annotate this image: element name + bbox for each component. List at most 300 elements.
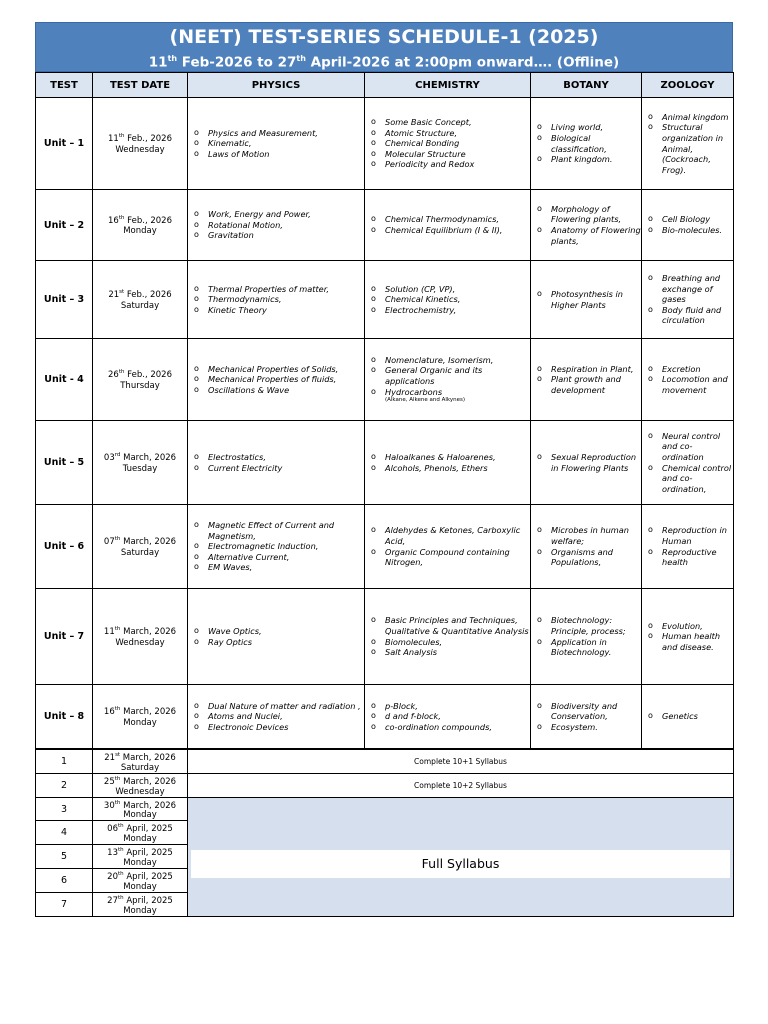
topic-text: Magnetic Effect of Current and Magnetism, — [208, 520, 335, 541]
full-test-row — [36, 797, 734, 821]
topic-item — [648, 621, 733, 632]
date-month-year: March, 2026 — [120, 536, 177, 547]
date-month-year: March, 2026 — [120, 752, 176, 763]
topic-item — [194, 711, 364, 722]
chemistry-topics — [365, 261, 531, 339]
syllabus-11: Complete 10+1 Syllabus — [188, 750, 734, 774]
topic-text: Living world, — [551, 122, 604, 133]
topic-item — [371, 117, 530, 128]
topic-item — [648, 463, 733, 495]
topic-text: Atomic Structure, — [385, 127, 458, 138]
topic-text: Biological classification, — [551, 132, 607, 154]
date-suffix: th — [118, 847, 124, 854]
schedule-sheet — [35, 22, 733, 917]
unit-date — [93, 261, 188, 339]
topic-text: Locomotion and movement — [662, 374, 728, 395]
full-test-date — [93, 869, 188, 893]
topic-item — [537, 364, 641, 375]
date-month-year: March, 2026 — [120, 776, 177, 787]
chemistry-topics — [365, 685, 531, 749]
topic-item — [648, 631, 733, 652]
topic-item — [194, 138, 364, 149]
date-weekday: Monday — [123, 717, 157, 728]
full-test-number: 3 — [36, 797, 93, 821]
topic-text: Ray Optics — [208, 636, 253, 647]
topic-item — [537, 133, 641, 154]
topic-text: Chemical control and co-ordination, — [662, 462, 732, 494]
date-month-year: March, 2026 — [120, 800, 177, 811]
topic-text: Human health and disease. — [662, 631, 721, 652]
date-suffix: th — [114, 775, 121, 782]
topic-item — [371, 149, 530, 160]
topic-text: Electrostatics, — [208, 451, 266, 462]
zoology-topics — [642, 98, 734, 190]
date-day: 03 — [103, 452, 115, 463]
topic-item — [194, 541, 364, 552]
unit-date — [93, 505, 188, 589]
date-month-year: April, 2025 — [123, 848, 173, 859]
date-suffix: rd — [114, 452, 121, 459]
topic-text: Nomenclature, Isomerism, — [385, 354, 494, 365]
full-test-table — [35, 749, 734, 917]
topic-text: Kinematic, — [208, 138, 252, 149]
botany-topics — [531, 505, 642, 589]
topic-item — [194, 722, 364, 733]
date-month-year: April, 2025 — [123, 895, 173, 906]
topic-text: Biomolecules, — [385, 636, 443, 647]
topic-text: Basic Principles and Techniques, Qualitative & Quantitative Analysis — [385, 615, 529, 636]
topic-text: Thermal Properties of matter, — [208, 283, 329, 294]
topic-text: Solution (CP, VP), — [385, 283, 456, 294]
col-test: TEST — [36, 73, 93, 98]
topic-text: Chemical Equilibrium (I & II), — [385, 225, 503, 235]
topic-item — [371, 722, 530, 733]
date-month-year: March, 2026 — [120, 706, 177, 717]
topic-item — [537, 289, 641, 310]
topic-text: Dual Nature of matter and radiation , — [208, 700, 361, 711]
date-month-year: March, 2026 — [120, 626, 177, 637]
topic-item — [371, 294, 530, 305]
topic-item — [371, 284, 530, 295]
unit-label: Unit – 7 — [36, 589, 93, 685]
topic-text: Thermodynamics, — [208, 294, 282, 305]
unit-label: Unit – 8 — [36, 685, 93, 749]
topic-text: Chemical Thermodynamics, — [385, 214, 500, 225]
topic-text: Rotational Motion, — [208, 219, 283, 230]
topic-item — [648, 214, 733, 225]
topic-text: Sexual Reproduction in Flowering Plants — [551, 451, 637, 473]
topic-item — [371, 711, 530, 722]
date-suffix: th — [118, 894, 124, 901]
topic-text: Electromagnetic Induction, — [208, 541, 319, 552]
date-suffix: th — [118, 133, 125, 140]
topic-text: Reproduction in Human — [662, 525, 727, 546]
full-test-date — [93, 845, 188, 869]
physics-topics — [188, 339, 365, 421]
date-weekday: Monday — [123, 881, 157, 892]
topic-text: Structural organization in Animal, (Cockroach, Frog). — [662, 122, 724, 175]
topic-text: Alcohols, Phenols, Ethers — [385, 462, 488, 473]
topic-item — [371, 637, 530, 648]
date-month-year: March, 2026 — [120, 452, 177, 463]
topic-item — [648, 225, 733, 236]
full-test-row — [36, 773, 734, 797]
unit-row — [36, 190, 734, 261]
full-test-date — [93, 892, 188, 916]
full-test-number: 1 — [36, 750, 93, 774]
topic-text: Morphology of Flowering plants, — [551, 203, 622, 225]
topic-item — [648, 364, 733, 375]
topic-text: Plant kingdom. — [551, 154, 613, 165]
topic-text: Genetics — [662, 711, 698, 722]
full-test-date — [93, 821, 188, 845]
topic-item — [648, 525, 733, 546]
topic-text: p-Block, — [385, 700, 418, 711]
topic-item — [371, 138, 530, 149]
date-day: 16 — [108, 215, 119, 226]
topic-text: Photosynthesis in Higher Plants — [551, 288, 623, 310]
topic-text: Biotechnology: Principle, process; — [551, 615, 626, 636]
topic-item — [371, 305, 530, 316]
topic-item — [371, 463, 530, 474]
date-weekday: Wednesday — [115, 144, 165, 155]
topic-item — [194, 305, 364, 316]
botany-topics — [531, 261, 642, 339]
topic-item — [371, 159, 530, 170]
topic-item — [371, 452, 530, 463]
date-day: 21 — [108, 289, 120, 300]
full-test-number: 7 — [36, 892, 93, 916]
date-weekday: Monday — [123, 834, 157, 845]
topic-text: Atoms and Nuclei, — [208, 711, 283, 722]
date-day: 06 — [107, 824, 118, 835]
topic-text: d and f-block, — [385, 711, 441, 722]
col-chemistry: CHEMISTRY — [365, 73, 531, 98]
topic-note: (Alkane, Alkene and Alkynes) — [385, 397, 466, 404]
topic-text: Mechanical Properties of Solids, — [208, 363, 339, 374]
topic-item — [194, 294, 364, 305]
topic-item — [194, 385, 364, 396]
topic-item — [194, 364, 364, 375]
unit-date — [93, 421, 188, 505]
topic-text: Body fluid and circulation — [662, 304, 722, 326]
date-weekday: Monday — [123, 858, 157, 869]
topic-item — [371, 387, 530, 405]
unit-label: Unit – 1 — [36, 98, 93, 190]
date-suffix: th — [118, 369, 125, 376]
zoology-topics — [642, 505, 734, 589]
physics-topics — [188, 190, 365, 261]
column-header-row — [36, 73, 734, 98]
physics-topics — [188, 685, 365, 749]
topic-text: EM Waves, — [208, 562, 253, 573]
topic-text: Excretion — [662, 363, 701, 374]
unit-label: Unit – 5 — [36, 421, 93, 505]
topic-item — [194, 220, 364, 231]
topic-item — [194, 552, 364, 563]
syllabus-12: Complete 10+2 Syllabus — [188, 773, 734, 797]
chemistry-topics — [365, 505, 531, 589]
unit-table — [35, 72, 734, 749]
topic-item — [194, 374, 364, 385]
date-suffix: th — [114, 706, 121, 713]
topic-text: Oscillations & Wave — [208, 384, 290, 395]
date-suffix: st — [115, 752, 121, 758]
date-month-year: Feb., 2026 — [124, 369, 172, 380]
topic-text: Aldehydes & Ketones, Carboxylic Acid, — [385, 525, 521, 546]
topic-item — [537, 452, 641, 473]
unit-date — [93, 339, 188, 421]
date-day: 25 — [103, 776, 115, 787]
topic-text: Work, Energy and Power, — [208, 209, 311, 220]
topic-item — [537, 225, 641, 246]
full-test-number: 2 — [36, 773, 93, 797]
unit-label: Unit - 4 — [36, 339, 93, 421]
topic-item — [194, 562, 364, 573]
topic-item — [648, 122, 733, 175]
topic-text: Mechanical Properties of fluids, — [208, 374, 337, 385]
schedule-header — [35, 22, 733, 72]
topic-text: Chemical Bonding — [385, 138, 460, 149]
date-day: 07 — [103, 536, 115, 547]
date-weekday: Monday — [123, 810, 157, 821]
schedule-title: (NEET) TEST-SERIES SCHEDULE-1 (2025) — [169, 26, 599, 48]
full-test-row — [36, 750, 734, 774]
topic-text: co-ordination compounds, — [385, 721, 492, 732]
topic-item — [537, 154, 641, 165]
subtitle-start-day: 11 — [148, 54, 168, 71]
col-test-date: TEST DATE — [93, 73, 188, 98]
zoology-topics — [642, 685, 734, 749]
topic-text: Anatomy of Flowering plants, — [551, 225, 641, 246]
zoology-topics — [642, 421, 734, 505]
topic-item — [371, 701, 530, 712]
full-test-date — [93, 750, 188, 774]
topic-item — [194, 701, 364, 712]
date-weekday: Wednesday — [115, 637, 165, 648]
date-weekday: Monday — [123, 226, 157, 237]
unit-date — [93, 190, 188, 261]
topic-item — [537, 122, 641, 133]
topic-text: Ecosystem. — [551, 721, 598, 732]
physics-topics — [188, 589, 365, 685]
unit-row — [36, 339, 734, 421]
full-test-number: 6 — [36, 869, 93, 893]
physics-topics — [188, 421, 365, 505]
unit-date — [93, 685, 188, 749]
botany-topics — [531, 339, 642, 421]
topic-text: Alternative Current, — [208, 551, 290, 562]
topic-text: Current Electricity — [208, 462, 283, 473]
topic-item — [537, 701, 641, 722]
date-month-year: Feb., 2026 — [124, 215, 172, 226]
date-weekday: Thursday — [120, 380, 160, 391]
topic-item — [648, 711, 733, 722]
topic-item — [371, 615, 530, 636]
topic-item — [371, 214, 530, 225]
unit-row — [36, 589, 734, 685]
topic-item — [648, 273, 733, 305]
full-test-date — [93, 797, 188, 821]
topic-text: Haloalkanes & Haloarenes, — [385, 451, 496, 462]
topic-item — [194, 128, 364, 139]
topic-item — [537, 637, 641, 658]
topic-text: Some Basic Concept, — [385, 117, 472, 128]
date-day: 11 — [108, 133, 119, 144]
topic-item — [194, 637, 364, 648]
unit-row — [36, 261, 734, 339]
topic-text: Molecular Structure — [385, 148, 466, 159]
topic-item — [371, 225, 530, 236]
col-zoology: ZOOLOGY — [642, 73, 734, 98]
topic-item — [537, 722, 641, 733]
topic-text: General Organic and its applications — [385, 365, 483, 386]
date-day: 13 — [107, 848, 118, 859]
topic-text: Chemical Kinetics, — [385, 294, 461, 305]
topic-item — [371, 355, 530, 366]
topic-item — [194, 520, 364, 541]
date-day: 16 — [103, 706, 115, 717]
topic-text: Wave Optics, — [208, 625, 262, 636]
subtitle-sup: th — [296, 54, 306, 63]
topic-item — [371, 128, 530, 139]
topic-item — [537, 615, 641, 636]
subtitle-end: April-2026 at 2:00pm onward…. (Offline) — [305, 54, 620, 71]
date-weekday: Tuesday — [122, 463, 158, 474]
chemistry-topics — [365, 190, 531, 261]
date-suffix: th — [114, 799, 121, 806]
topic-text: Microbes in human welfare; — [551, 525, 629, 546]
unit-row — [36, 505, 734, 589]
topic-text: Biodiversity and Conservation, — [551, 700, 618, 722]
date-weekday: Saturday — [120, 300, 160, 311]
topic-text: Respiration in Plant, — [551, 363, 634, 374]
topic-text: Bio-molecules. — [662, 225, 723, 235]
date-day: 11 — [103, 626, 115, 637]
full-syllabus-label: Full Syllabus — [191, 850, 730, 878]
subtitle-mid: Feb-2026 to 27 — [177, 54, 297, 71]
subtitle-sup: th — [167, 54, 178, 63]
unit-label: Unit – 3 — [36, 261, 93, 339]
full-test-number: 5 — [36, 845, 93, 869]
topic-item — [371, 525, 530, 546]
topic-item — [194, 209, 364, 220]
date-suffix: th — [118, 871, 124, 878]
topic-text: Salt Analysis — [385, 647, 438, 658]
full-test-number: 4 — [36, 821, 93, 845]
date-day: 27 — [107, 895, 118, 906]
date-weekday: Wednesday — [115, 786, 165, 797]
topic-text: Reproductive health — [662, 546, 717, 568]
date-month-year: Feb., 2026 — [124, 133, 172, 144]
topic-text: Plant growth and development — [551, 374, 621, 395]
topic-item — [371, 547, 530, 568]
topic-text: Laws of Motion — [208, 148, 270, 159]
date-month-year: April, 2025 — [123, 871, 173, 882]
zoology-topics — [642, 261, 734, 339]
date-month-year: Feb., 2026 — [124, 289, 172, 300]
zoology-topics — [642, 589, 734, 685]
zoology-topics — [642, 190, 734, 261]
full-test-date — [93, 773, 188, 797]
date-suffix: th — [114, 536, 121, 543]
unit-date — [93, 589, 188, 685]
topic-text: Application in Biotechnology. — [551, 636, 612, 658]
topic-text: Hydrocarbons — [385, 386, 443, 397]
botany-topics — [531, 421, 642, 505]
topic-text: Animal kingdom — [662, 111, 729, 122]
topic-text: Kinetic Theory — [208, 304, 267, 315]
topic-item — [371, 365, 530, 386]
unit-date — [93, 98, 188, 190]
topic-item — [194, 626, 364, 637]
date-suffix: th — [114, 626, 121, 633]
topic-item — [194, 230, 364, 241]
topic-text: Electrochemistry, — [385, 304, 457, 315]
date-weekday: Monday — [123, 905, 157, 916]
topic-text: Breathing and exchange of gases — [662, 273, 721, 305]
topic-text: Evolution, — [662, 620, 703, 631]
botany-topics — [531, 98, 642, 190]
physics-topics — [188, 261, 365, 339]
topic-item — [648, 112, 733, 123]
physics-topics — [188, 505, 365, 589]
botany-topics — [531, 190, 642, 261]
date-weekday: Saturday — [120, 762, 160, 773]
col-physics: PHYSICS — [188, 73, 365, 98]
date-month-year: April, 2025 — [123, 824, 173, 835]
topic-item — [648, 305, 733, 326]
schedule-subtitle — [36, 49, 732, 73]
topic-item — [537, 525, 641, 546]
date-day: 30 — [103, 800, 115, 811]
unit-row — [36, 685, 734, 749]
chemistry-topics — [365, 98, 531, 190]
topic-item — [194, 149, 364, 160]
topic-item — [194, 452, 364, 463]
chemistry-topics — [365, 589, 531, 685]
topic-item — [537, 547, 641, 568]
unit-row — [36, 421, 734, 505]
full-syllabus-block — [188, 797, 734, 916]
topic-text: Gravitation — [208, 230, 254, 241]
topic-text: Organic Compound containing Nitrogen, — [385, 546, 510, 568]
date-day: 21 — [104, 752, 116, 763]
date-day: 26 — [108, 369, 119, 380]
topic-item — [371, 647, 530, 658]
topic-item — [194, 284, 364, 295]
date-suffix: th — [118, 214, 125, 221]
topic-item — [648, 374, 733, 395]
topic-item — [648, 431, 733, 463]
unit-label: Unit – 6 — [36, 505, 93, 589]
date-weekday: Saturday — [120, 547, 160, 558]
zoology-topics — [642, 339, 734, 421]
topic-text: Cell Biology — [662, 214, 711, 225]
botany-topics — [531, 589, 642, 685]
topic-text: Neural control and co-ordination — [662, 430, 721, 462]
col-botany: BOTANY — [531, 73, 642, 98]
topic-text: Electronoic Devices — [208, 721, 289, 732]
chemistry-topics — [365, 421, 531, 505]
topic-item — [194, 463, 364, 474]
topic-text: Periodicity and Redox — [385, 159, 475, 170]
topic-item — [537, 204, 641, 225]
topic-text: Organisms and Populations, — [551, 546, 614, 568]
topic-text: Physics and Measurement, — [208, 127, 318, 138]
chemistry-topics — [365, 339, 531, 421]
topic-item — [537, 374, 641, 395]
